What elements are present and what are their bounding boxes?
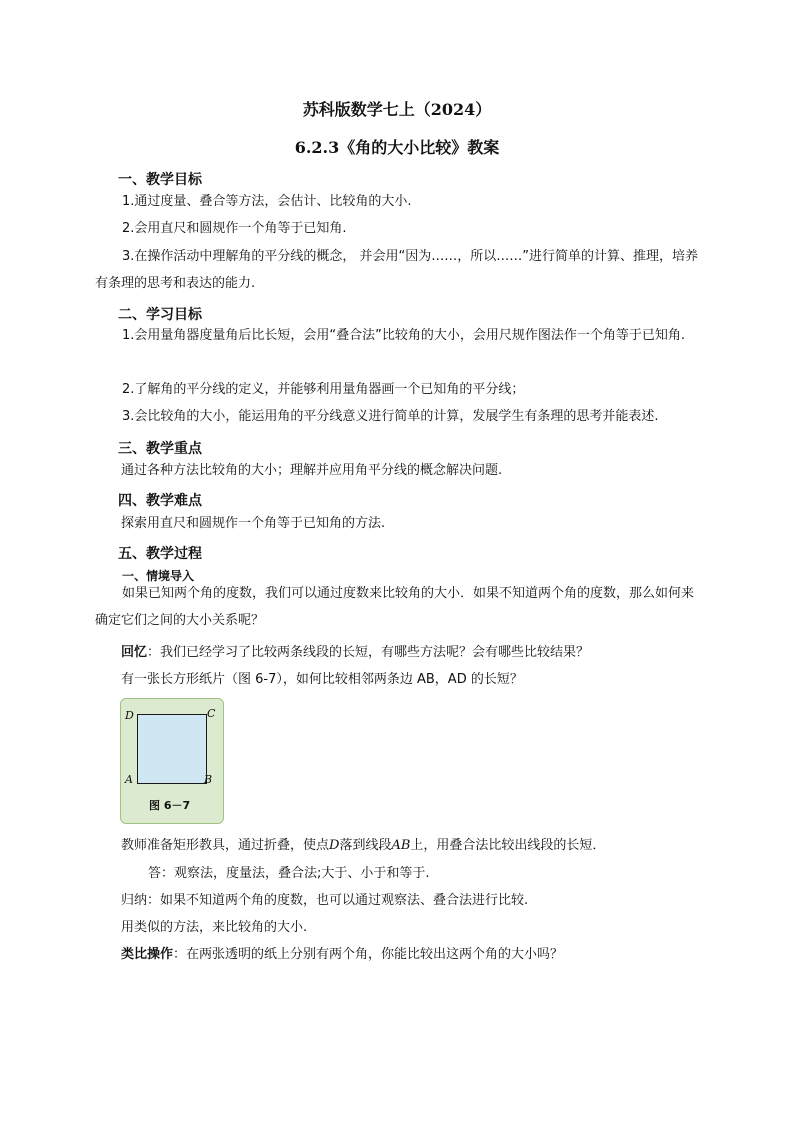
summary-line bbox=[121, 889, 528, 908]
recall-label: 回忆 bbox=[121, 645, 148, 660]
summary-label: 归纳 bbox=[121, 893, 148, 908]
teacher-text: 落到线段 bbox=[339, 838, 392, 853]
section-heading-teaching-process: 五、教学过程 bbox=[118, 546, 202, 562]
analog-line bbox=[121, 943, 563, 962]
summary-text: ：如果不知道两个角的度数，也可以通过观察法、叠合法进行比较. bbox=[147, 893, 529, 908]
figure-rectangle-paper bbox=[120, 698, 224, 824]
paragraph: 2.会用直尺和圆规作一个角等于已知角. bbox=[122, 221, 347, 236]
analog-text: ：在两张透明的纸上分别有两个角，你能比较出这两个角的大小吗？ bbox=[173, 947, 564, 962]
vertex-label-a: A bbox=[125, 773, 133, 786]
paragraph: 2.了解角的平分线的定义，并能够利用量角器画一个已知角的平分线； bbox=[122, 382, 525, 397]
paragraph: 1.通过度量、叠合等方法，会估计、比较角的大小. bbox=[122, 194, 412, 209]
paragraph: 3.在操作活动中理解角的平分线的概念， 并会用“因为……，所以……”进行简单的计算、推理，培养有条理的思考和表达的能力. bbox=[95, 249, 699, 291]
recall-text: ：我们已经学习了比较两条线段的长短，有哪些方法呢？会有哪些比较结果？ bbox=[147, 645, 590, 660]
analog-label: 类比操作 bbox=[121, 947, 174, 962]
teacher-text: 上，用叠合法比较出线段的长短． bbox=[410, 838, 606, 853]
section-heading-learning-goals: 二、学习目标 bbox=[118, 307, 202, 323]
teacher-text: 教师准备矩形教具，通过折叠，使点 bbox=[121, 838, 330, 853]
paragraph: 3.会比较角的大小，能运用角的平分线意义进行简单的计算，发展学生有条理的思考并能表述. bbox=[122, 409, 659, 424]
vertex-label-c: C bbox=[207, 707, 216, 720]
subsection-heading-intro: 一、情境导入 bbox=[122, 569, 195, 583]
segment-ab: AB bbox=[391, 838, 411, 853]
rectangle-shape bbox=[137, 714, 207, 784]
point-d: D bbox=[329, 838, 340, 853]
recall-line bbox=[121, 641, 589, 660]
paragraph: 用类似的方法，来比较角的大小. bbox=[121, 920, 308, 935]
paragraph: 有一张长方形纸片（图 6-7），如何比较相邻两条边 AB，AD 的长短？ bbox=[121, 672, 523, 687]
vertex-label-d: D bbox=[125, 709, 134, 722]
section-heading-key-points: 三、教学重点 bbox=[118, 441, 202, 457]
vertex-label-b: B bbox=[204, 773, 213, 786]
answer-line: 答：观察法，度量法，叠合法;大于、小于和等于. bbox=[148, 866, 430, 881]
paragraph: 探索用直尺和圆规作一个角等于已知角的方法. bbox=[121, 516, 386, 531]
paragraph: 1.会用量角器度量角后比长短，会用“叠合法”比较角的大小，会用尺规作图法作一个角等于已知角. bbox=[122, 328, 686, 343]
figure-caption: 图 6－7 bbox=[149, 799, 191, 812]
document-subtitle: 6.2.3《角的大小比较》教案 bbox=[294, 138, 500, 157]
section-heading-difficulties: 四、教学难点 bbox=[118, 493, 202, 509]
teacher-line bbox=[121, 834, 605, 853]
paragraph: 如果已知两个角的度数，我们可以通过度数来比较角的大小．如果不知道两个角的度数，那么如何来确定它们之间的大小关系呢？ bbox=[95, 586, 695, 628]
section-heading-teaching-goals: 一、教学目标 bbox=[118, 172, 202, 188]
paragraph: 通过各种方法比较角的大小；理解并应用角平分线的概念解决问题. bbox=[121, 463, 503, 478]
document-title: 苏科版数学七上（2024） bbox=[302, 100, 492, 119]
